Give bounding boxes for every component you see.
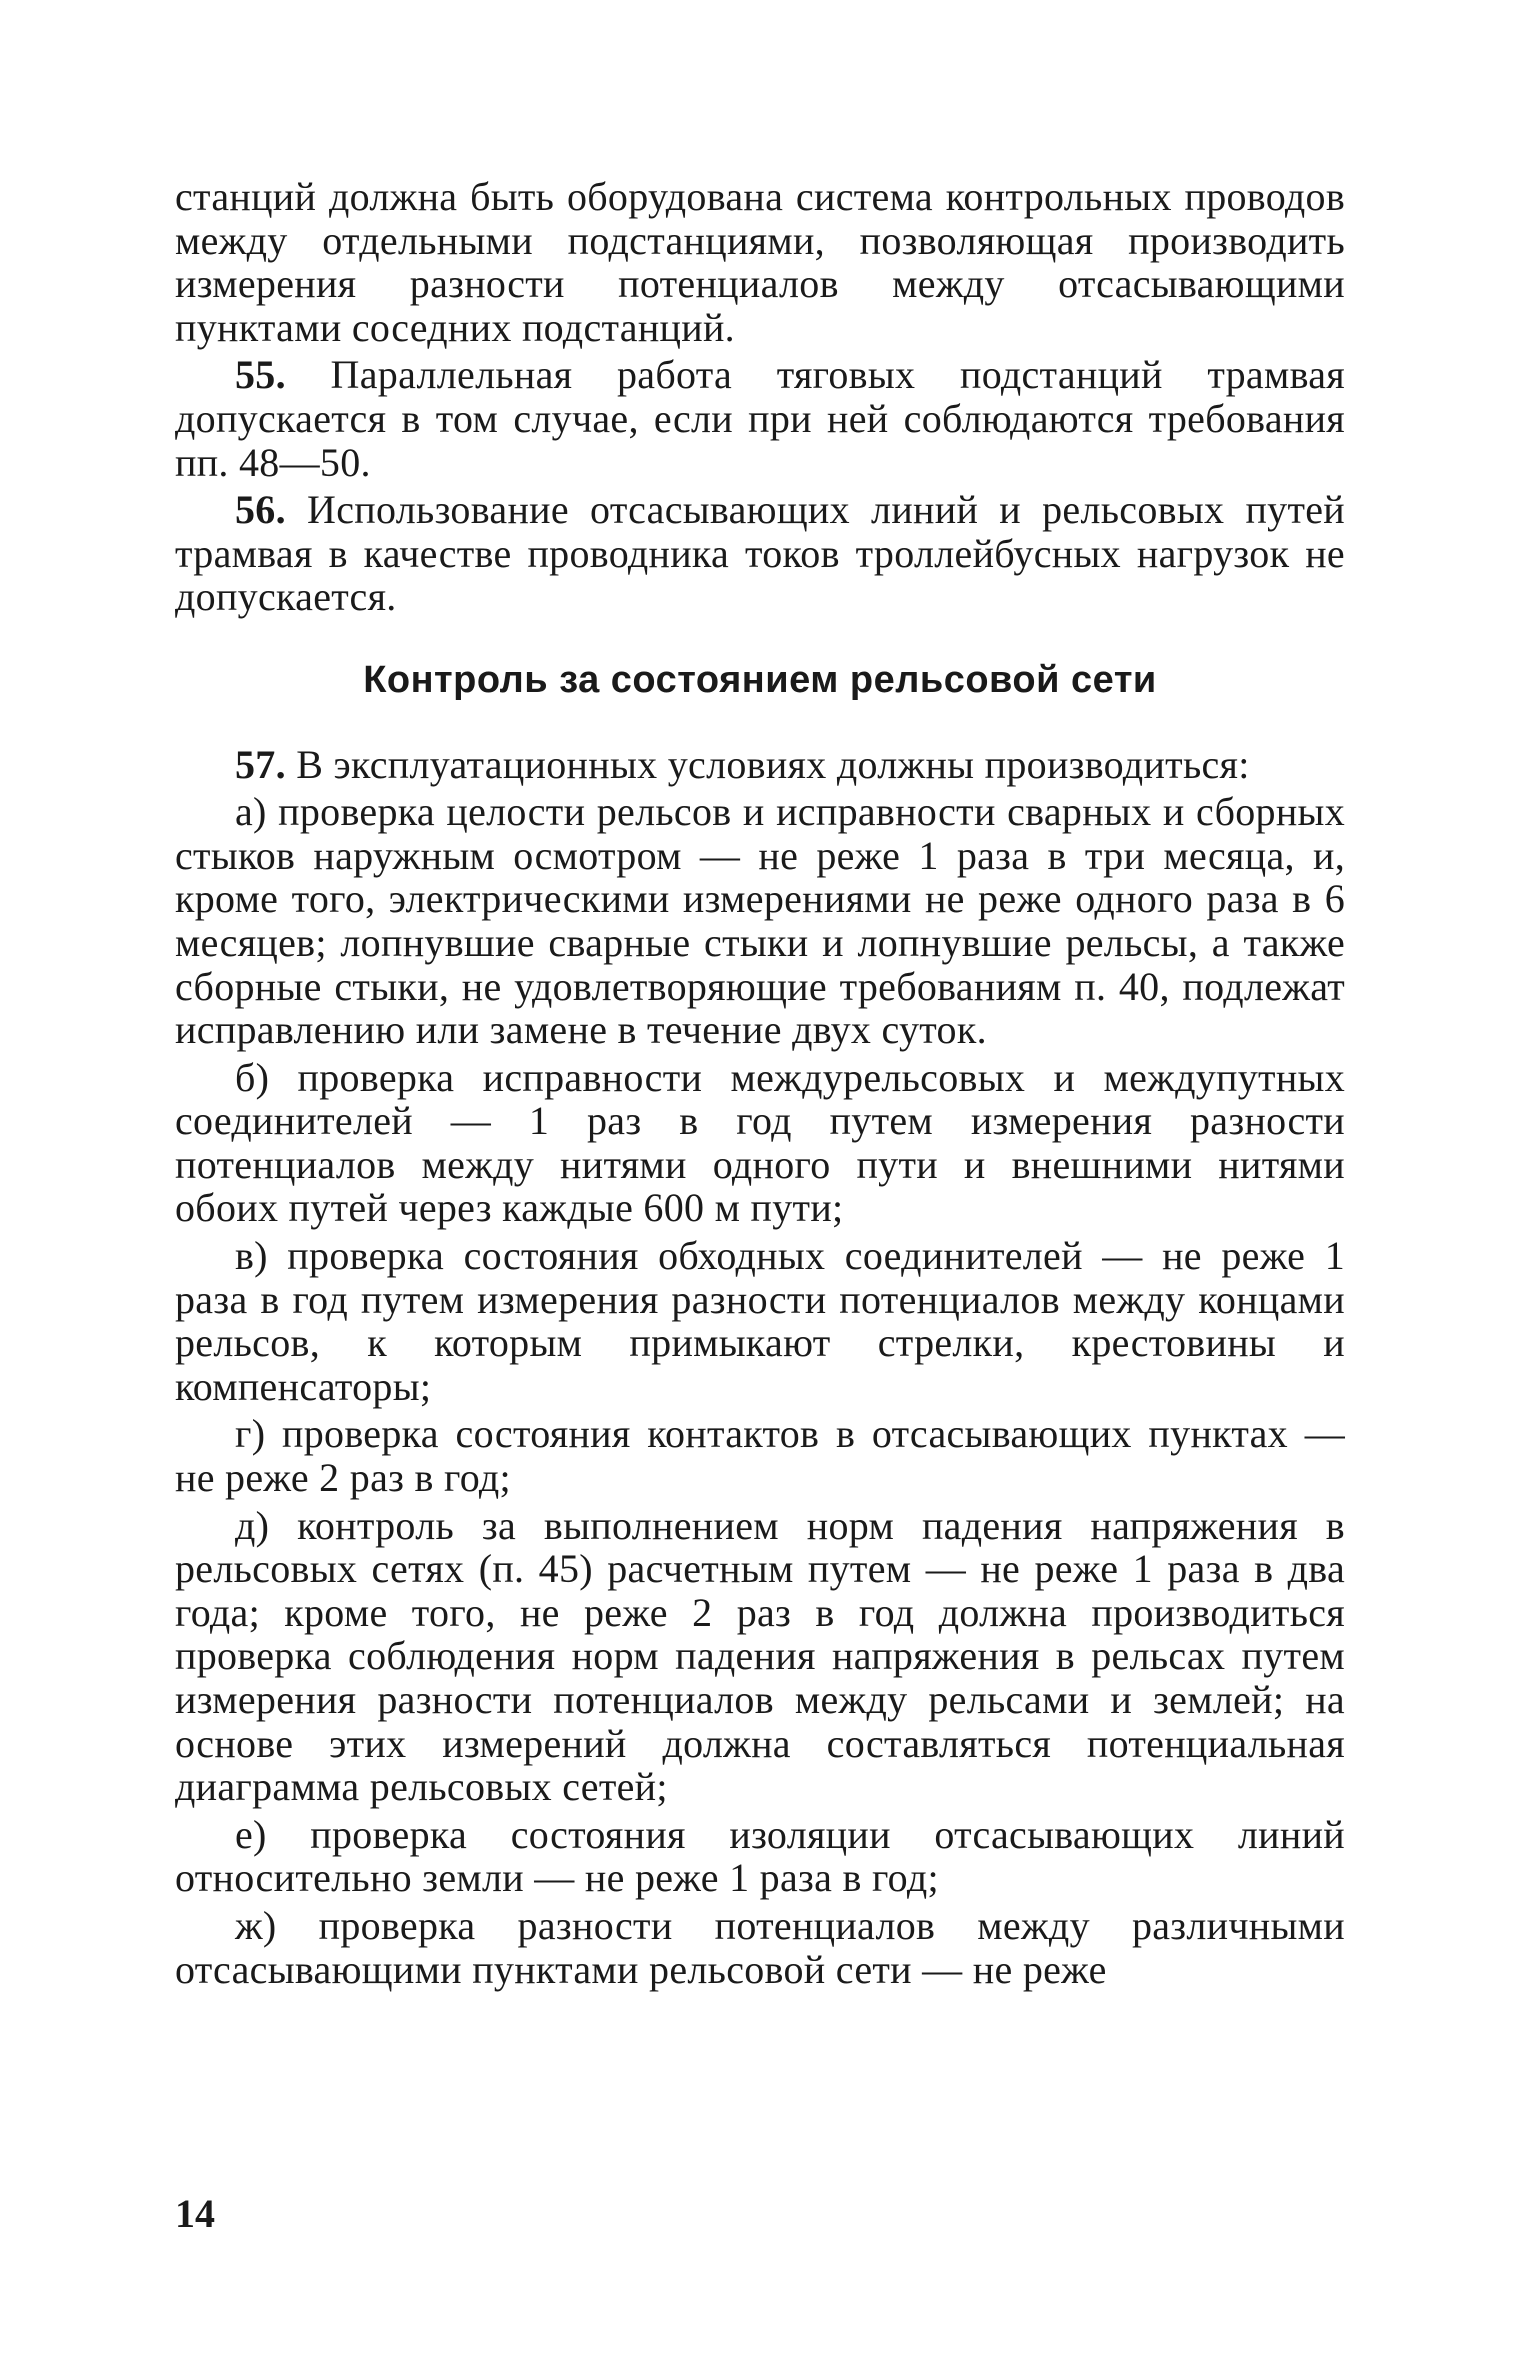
- paragraph-text: станций должна быть оборудована система контрольных проводов между отдельными подстанциями, позволяющая производить измерения разности потенциалов между отсасывающими пунктами соседних подстанций.: [175, 174, 1345, 350]
- list-item-g: [175, 1412, 1345, 1499]
- paragraph-text: г) проверка состояния контактов в отсасывающих пунктах — не реже 2 раз в год;: [175, 1411, 1345, 1501]
- paragraph-55: [175, 353, 1345, 484]
- page-number: 14: [175, 2191, 215, 2236]
- paragraph-text: Параллельная работа тяговых подстанций трамвая допускается в том случае, если при ней соблюдаются требования пп. 48—50.: [175, 352, 1345, 485]
- paragraph-text: в) проверка состояния обходных соединителей — не реже 1 раза в год путем измерения разности потенциалов между концами рельсов, к которым примыкают стрелки, крестовины и компенсаторы;: [175, 1233, 1345, 1409]
- list-item-b: [175, 1056, 1345, 1230]
- list-item-a: [175, 790, 1345, 1052]
- paragraph-text: д) контроль за выполнением норм падения напряжения в рельсовых сетях (п. 45) расчетным путем — не реже 1 раза в два года; кроме того, не реже 2 раз в год должна производиться проверка соблюдения норм падения напряжения в рельсах путем измерения разности потенциалов между рельсами и землей; на основе этих измерений должна составляться потенциальная диаграмма рельсовых сетей;: [175, 1502, 1345, 1810]
- list-item-zh: [175, 1904, 1345, 1991]
- paragraph-text: В эксплуатационных условиях должны производиться:: [285, 741, 1250, 787]
- paragraph-57: [175, 743, 1345, 787]
- paragraph-text: а) проверка целости рельсов и исправности сварных и сборных стыков наружным осмотром — не реже 1 раза в три месяца, и, кроме того, электрическими измерениями не реже одного раза в 6 месяцев; лопнувшие сварные стыки и лопнувшие рельсы, а также сборные стыки, не удовлетворяющие требованиям п. 40, подлежат исправлению или замене в течение двух суток.: [175, 789, 1345, 1053]
- document-page: [175, 175, 1345, 1991]
- paragraph-text: ж) проверка разности потенциалов между различными отсасывающими пунктами рельсовой сети — не реже: [175, 1902, 1345, 1992]
- list-item-e: [175, 1813, 1345, 1900]
- paragraph-text: б) проверка исправности междурельсовых и междупутных соединителей — 1 раз в год путем измерения разности потенциалов между нитями одного пути и внешними нитями обоих путей через каждые 600 м пути;: [175, 1054, 1345, 1231]
- paragraph-number: 56.: [235, 487, 286, 533]
- list-item-v: [175, 1234, 1345, 1408]
- paragraph-text: е) проверка состояния изоляции отсасывающих линий относительно земли — не реже 1 раза в год;: [175, 1811, 1345, 1901]
- paragraph-number: 55.: [235, 352, 286, 398]
- list-item-d: [175, 1504, 1345, 1809]
- section-heading: Контроль за состоянием рельсовой сети: [363, 658, 1157, 701]
- paragraph-text: Использование отсасывающих линий и рельсовых путей трамвая в качестве проводника токов троллейбусных нагрузок не допускается.: [175, 487, 1345, 620]
- paragraph-number: 57.: [235, 741, 286, 787]
- paragraph-56: [175, 488, 1345, 619]
- paragraph-continuation: [175, 175, 1345, 349]
